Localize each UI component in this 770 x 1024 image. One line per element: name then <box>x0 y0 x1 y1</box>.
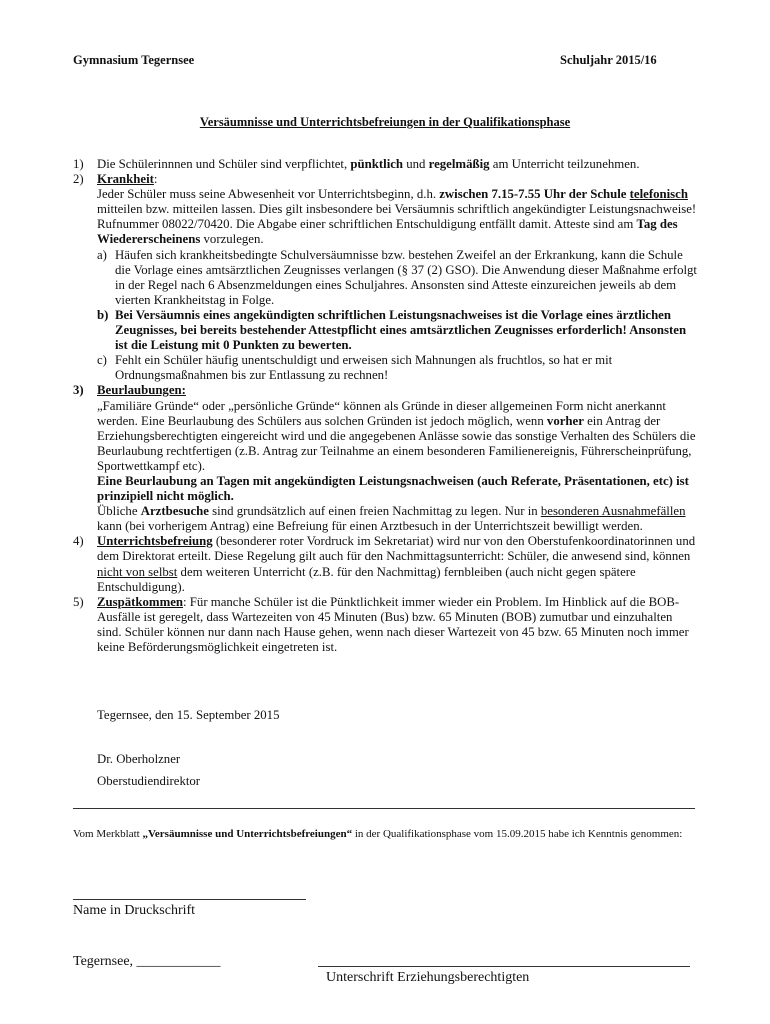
bold-underlined-text: telefonisch <box>629 187 688 202</box>
separator-line <box>73 808 695 809</box>
sub-text: Häufen sich krankheitsbedingte Schulversäumnisse bzw. bestehen Zweifel an der Erkrankung, kann die Schule die Vorlage eines amtsärztlichen Zeugnisses verlangen (§ 37 (2) GSO). Die Anwendung dieser Maßnahme erfolgt in der Regel nach 6 Absenzmeldungen eines Schuljahres. Ansonsten sind Atteste einzureichen jeweils ab dem vierten Krankheitstag in Folge. <box>115 247 697 307</box>
paragraph <box>97 504 698 534</box>
rule-number: 4) <box>73 534 84 549</box>
text: Vom Merkblatt <box>73 828 140 840</box>
rule-heading: Zuspätkommen <box>97 594 184 609</box>
rule-heading-line <box>97 383 698 398</box>
text: dem weiteren Unterricht (z.B. für den Nachmittag) fernbleiben (auch nicht gegen spätere Entschuldigung). <box>97 564 636 594</box>
text: am Unterricht teilzunehmen. <box>492 157 640 171</box>
text: Die Schülerinnnen und Schüler sind verpflichtet, <box>97 157 348 171</box>
signature-line[interactable] <box>318 966 690 967</box>
rule-heading: Beurlaubungen: <box>97 383 186 398</box>
rule-2 <box>73 172 698 383</box>
text: kann (bei vorherigem Antrag) eine Befreiung für einen Arztbesuch in der Unterrichtszeit bewilligt werden. <box>97 519 643 534</box>
text: Übliche <box>97 504 138 519</box>
sub-item-a <box>97 248 698 308</box>
signature-label: Unterschrift Erziehungsberechtigten <box>326 970 530 985</box>
text: „Familiäre Gründe“ oder „persönliche Gründe“ können als Gründe in dieser allgemeinen Form nicht anerkannt werden. Eine Beurlaubung des Schülers aus solchen Gründen ist jedoch möglich, wenn <box>97 398 666 428</box>
rule-number: 5) <box>73 594 84 609</box>
rule-number: 3) <box>73 383 84 398</box>
rules-list <box>73 157 698 655</box>
bold-text: vorher <box>546 413 584 428</box>
sub-text: Bei Versäumnis eines angekündigten schriftlichen Leistungsnachweises ist die Vorlage eines ärztlichen Zeugnisses, bei bereits bestehender Attestpflicht eines amtsärztlichen Zeugnisses erforderlich! Ansonsten ist die Leistung mit 0 Punkten zu bewerten. <box>115 307 687 353</box>
text: in der Qualifikationsphase vom 15.09.2015 habe ich Kenntnis genommen: <box>354 828 683 840</box>
school-name: Gymnasium Tegernsee <box>73 53 195 67</box>
sub-text: Fehlt ein Schüler häufig unentschuldigt und erweisen sich Mahnungen als fruchtlos, so hat er mit Ordnungsmaßnahmen bis zur Entlassung zu rechnen! <box>115 353 613 383</box>
underlined-text: nicht von selbst <box>97 564 178 579</box>
name-line[interactable] <box>73 899 306 900</box>
rule-text <box>97 534 698 594</box>
bold-text: regelmäßig <box>428 157 490 171</box>
paragraph <box>97 399 698 474</box>
signer-name: Dr. Oberholzner <box>97 752 181 766</box>
name-label: Name in Druckschrift <box>73 903 196 918</box>
rule-5 <box>73 595 698 655</box>
sub-item-c <box>97 353 698 383</box>
bold-text: pünktlich <box>350 157 404 171</box>
text: ein Antrag der Erziehungsberechtigten eingereicht wird und die angegebenen Anlässe sowie das sonstige Verhalten des Schülers die Beurlaubung rechtfertigen (z.B. Antrag zur Teilnahme an einem besonderen Familienereignis, Führerscheinprüfung, Sportwettkampf etc). <box>97 413 696 473</box>
text: : Für manche Schüler ist die Pünktlichkeit immer wieder ein Problem. Im Hinblick auf die BOB-Ausfälle ist geregelt, dass Wartezeiten von 45 Minuten (Bus) bzw. 65 Minuten (BOB) zumutbar und einzuhalten sind. Schüler können nur dann nach Hause gehen, wenn nach dieser Wartezeit von 45 bzw. 65 Minuten noch immer keine Beförderungsmöglichkeit eingetreten ist. <box>97 594 689 654</box>
document-title: Versäumnisse und Unterrichtsbefreiungen in der Qualifikationsphase <box>199 115 571 129</box>
sub-item-b <box>97 308 698 353</box>
rule-number: 2) <box>73 172 84 187</box>
school-year: Schuljahr 2015/16 <box>560 53 657 67</box>
text: (besonderer roter Vordruck im Sekretariat) wird nur von den Oberstufenkoordinatorinnen und dem Direktorat erteilt. Diese Regelung gilt auch für den Nachmittagsunterricht: Schüler, die anwesend sind, können <box>97 534 696 564</box>
paragraph <box>97 187 698 247</box>
text: Jeder Schüler muss seine Abwesenheit vor Unterrichtsbeginn, d.h. <box>97 187 437 202</box>
place-field[interactable]: Tegernsee, ____________ <box>73 954 221 969</box>
rule-1 <box>73 157 698 172</box>
bold-text: Arztbesuche <box>140 504 209 519</box>
bold-text: zwischen 7.15-7.55 Uhr der Schule <box>439 187 627 202</box>
rule-heading: Krankheit <box>97 172 154 187</box>
rule-text <box>97 172 698 383</box>
rule-heading: Unterrichtsbefreiung <box>97 534 213 549</box>
sub-letter: b) <box>97 307 109 322</box>
rule-text <box>97 383 698 534</box>
text: mitteilen bzw. mitteilen lassen. Dies gilt insbesondere bei Versäumnis schriftlich angekündigter Leistungsnachweise! Rufnummer 08022/70420. Die Abgabe einer schriftlichen Entschuldigung entfällt damit. Atteste sind am <box>97 202 697 232</box>
text: : <box>153 172 158 187</box>
signer-title: Oberstudiendirektor <box>97 774 201 788</box>
rule-3 <box>73 383 698 534</box>
bold-paragraph: Eine Beurlaubung an Tagen mit angekündigten Leistungsnachweisen (auch Referate, Präsentationen, etc) ist prinzipiell nicht möglich. <box>97 473 689 504</box>
rule-number: 1) <box>73 157 84 171</box>
sub-letter: c) <box>97 353 107 368</box>
underlined-text: besonderen Ausnahmefällen <box>540 504 686 519</box>
sub-letter: a) <box>97 247 107 262</box>
rule-4 <box>73 534 698 594</box>
rule-text <box>97 595 698 655</box>
text: vorzulegen. <box>203 232 264 247</box>
text: und <box>406 157 426 171</box>
rule-text <box>97 157 698 172</box>
receipt-statement <box>73 827 695 841</box>
bold-text: Tag des Wiedererscheinens <box>97 217 678 247</box>
place-date: Tegernsee, den 15. September 2015 <box>97 708 280 722</box>
rule-heading-line <box>97 172 698 187</box>
text: sind grundsätzlich auf einen freien Nachmittag zu legen. Nur in <box>212 504 538 519</box>
bold-text: „Versäumnisse und Unterrichtsbefreiungen“ <box>142 828 353 840</box>
